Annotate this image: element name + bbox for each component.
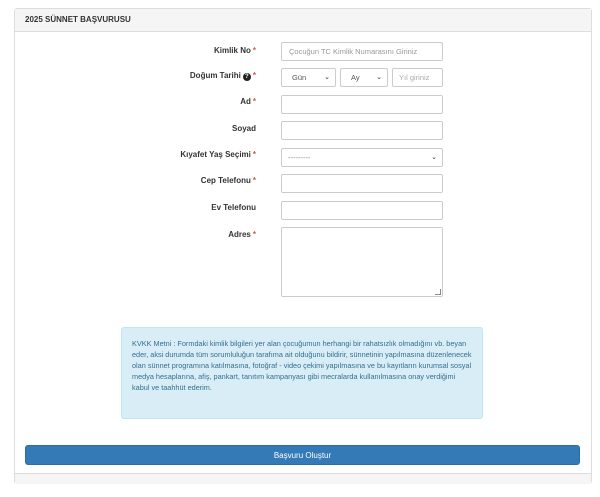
surname-label: Soyad (231, 124, 256, 133)
chevron-down-icon: ⌄ (324, 74, 330, 81)
chevron-down-icon: ⌄ (431, 154, 437, 161)
required-marker: * (252, 97, 256, 106)
name-label: Ad * (240, 97, 256, 106)
chevron-down-icon: ⌄ (376, 74, 382, 81)
required-marker: * (252, 71, 256, 80)
required-marker: * (252, 230, 256, 239)
application-panel (14, 8, 592, 484)
resize-handle-icon[interactable] (435, 289, 441, 295)
age-label: Kıyafet Yaş Seçimi * (180, 150, 256, 159)
required-marker: * (252, 176, 256, 185)
age-select[interactable]: --------- ⌄ (281, 148, 443, 167)
mobile-input[interactable] (281, 174, 443, 193)
home-phone-input[interactable] (281, 201, 443, 220)
address-label: Adres * (228, 230, 256, 239)
month-select[interactable]: Ay ⌄ (340, 68, 388, 87)
surname-input[interactable] (281, 121, 443, 140)
day-select[interactable]: Gün ⌄ (281, 68, 336, 87)
panel-title: 2025 SÜNNET BAŞVURUSU (15, 9, 591, 32)
required-marker: * (252, 150, 256, 159)
birth-label: Doğum Tarihi ? * (189, 71, 256, 80)
name-input[interactable] (281, 95, 443, 114)
submit-button[interactable]: Başvuru Oluştur (25, 445, 580, 465)
address-textarea[interactable] (281, 227, 443, 297)
panel-footer (15, 473, 591, 484)
tc-label: Kimlik No * (213, 46, 256, 55)
tc-input[interactable]: Çocuğun TC Kimlik Numarasını Giriniz (281, 42, 443, 61)
kvkk-notice: KVKK Metni : Formdaki kimlik bilgileri yer alan çocuğumun herhangi bir rahatsızlık olmadığını vb. beyan eder, aksi durumda tüm sorumluluğun tarafıma ait olduğunu bildirir, sünnetinin yapılmasına düzenlenecek olan sünnet programına katılmasına, fotoğraf - video çekimi yapılmasına ve bu kayıtların kurumsal sosyal medya hesaplarına, afiş, pankart, tanıtım kampanyası gibi mecralarda kullanılmasına onay verdiğimi kabul ve taahhüt ederim. (121, 327, 483, 419)
home-label: Ev Telefonu (211, 203, 256, 212)
year-input[interactable]: Yıl giriniz (392, 68, 443, 87)
mobile-label: Cep Telefonu * (200, 176, 256, 185)
question-circle-icon[interactable]: ? (243, 73, 251, 81)
required-marker: * (252, 46, 256, 55)
